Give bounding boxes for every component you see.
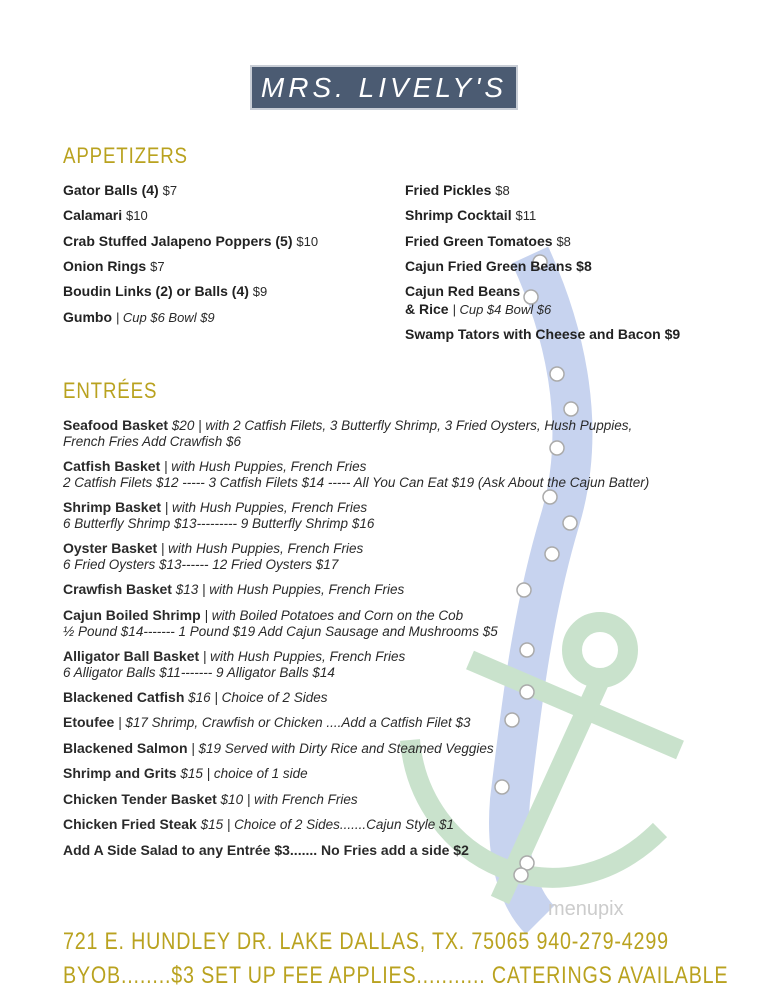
item-name: Onion Rings <box>63 258 147 274</box>
entree-description: | $17 Shrimp, Crawfish or Chicken ....Add a Catfish Filet $3 <box>114 715 471 730</box>
entree-item <box>63 540 363 573</box>
menu-item <box>405 326 680 342</box>
footer-address: 721 E. HUNDLEY DR. LAKE DALLAS, TX. 75065 940-279-4299 <box>63 928 669 955</box>
menu-item <box>63 283 267 299</box>
entree-item <box>63 607 498 640</box>
entree-description: $13 | with Hush Puppies, French Fries <box>171 582 405 597</box>
entree-name: Alligator Ball Basket <box>63 647 200 664</box>
entree-item <box>63 765 308 782</box>
entree-description: | with Hush Puppies, French Fries <box>199 648 406 664</box>
entree-options: 6 Alligator Balls $11------- 9 Alligator Balls $14 <box>63 664 335 680</box>
entree-item <box>63 648 405 681</box>
entree-description: | with Hush Puppies, French Fries <box>161 500 368 515</box>
entree-item <box>63 417 632 450</box>
footer-byob: BYOB........$3 SET UP FEE APPLIES........... CATERINGS AVAILABLE <box>63 962 729 989</box>
entree-options: 6 Butterfly Shrimp $13--------- 9 Butterfly Shrimp $16 <box>63 516 375 531</box>
item-price: $9 <box>252 284 268 299</box>
item-name: Cajun Red Beans <box>405 283 521 299</box>
menu-item <box>63 309 215 325</box>
item-price: | Cup $4 Bowl $6 <box>452 302 552 317</box>
entree-name: Crawfish Basket <box>63 581 172 597</box>
item-price: $7 <box>162 183 178 198</box>
item-name: Fried Pickles <box>405 182 492 198</box>
watermark: menupix <box>548 898 624 920</box>
restaurant-title: MRS. LIVELY'S <box>250 65 518 110</box>
entree-name: Catfish Basket <box>63 458 161 474</box>
menu-item <box>405 182 510 198</box>
item-price: $10 <box>126 208 148 223</box>
menu-item <box>63 258 165 274</box>
entree-description: | with Hush Puppies, French Fries <box>157 541 364 556</box>
entree-description: | $19 Served with Dirty Rice and Steamed Veggies <box>187 740 494 756</box>
item-price: $10 <box>296 234 319 249</box>
item-name: Fried Green Tomatoes <box>405 233 553 249</box>
entree-description: $20 | with 2 Catfish Filets, 3 Butterfly Shrimp, 3 Fried Oysters, Hush Puppies, <box>168 418 633 433</box>
item-name: Boudin Links (2) or Balls (4) <box>63 283 249 299</box>
entree-description: $16 | Choice of 2 Sides <box>184 689 328 705</box>
menu-item <box>63 182 177 198</box>
menu-item <box>405 233 571 249</box>
appetizers-heading: APPETIZERS <box>63 143 188 168</box>
entree-name: Oyster Basket <box>63 540 158 556</box>
entree-item <box>63 714 471 731</box>
entree-name: Cajun Boiled Shrimp <box>63 606 201 623</box>
item-price: $11 <box>515 208 537 223</box>
entree-name: Blackened Salmon <box>63 739 188 756</box>
item-name: Gumbo <box>63 309 112 325</box>
entree-description: $10 | with French Fries <box>216 791 358 807</box>
entrees-heading: ENTRÉES <box>63 378 158 403</box>
menu-item <box>405 283 520 299</box>
entree-description: $15 | Choice of 2 Sides.......Cajun Style $1 <box>196 817 454 832</box>
item-price: $8 <box>495 183 510 198</box>
entree-options: 6 Fried Oysters $13------ 12 Fried Oysters $17 <box>63 557 339 572</box>
entree-name: Blackened Catfish <box>63 688 185 705</box>
entree-item <box>63 791 358 808</box>
menu-item <box>63 207 148 223</box>
entree-item <box>63 842 469 859</box>
entree-name: Add A Side Salad to any Entrée $3....... No Fries add a side $2 <box>63 841 469 858</box>
entree-name: Chicken Fried Steak <box>63 816 197 832</box>
entree-item <box>63 458 649 491</box>
entree-description: | with Boiled Potatoes and Corn on the Cob <box>200 607 464 623</box>
item-name: Gator Balls (4) <box>63 182 159 198</box>
entree-item <box>63 689 327 706</box>
menu-item <box>405 301 551 317</box>
entree-name: Seafood Basket <box>63 417 169 433</box>
item-price: | Cup $6 Bowl $9 <box>115 310 215 325</box>
entree-name: Shrimp Basket <box>63 499 162 515</box>
menu-item <box>63 233 318 249</box>
entree-name: Etoufee <box>63 714 115 730</box>
entree-options: ½ Pound $14------- 1 Pound $19 Add Cajun Sausage and Mushrooms $5 <box>63 623 498 639</box>
entree-item <box>63 581 404 598</box>
entree-description: $15 | choice of 1 side <box>176 766 308 781</box>
item-name: Crab Stuffed Jalapeno Poppers (5) <box>63 233 293 249</box>
item-price: $7 <box>150 259 165 274</box>
entree-options: 2 Catfish Filets $12 ----- 3 Catfish Filets $14 ----- All You Can Eat $19 (Ask About the Cajun Batter) <box>63 475 650 490</box>
item-name: Shrimp Cocktail <box>405 207 512 223</box>
entree-options: French Fries Add Crawfish $6 <box>63 434 242 449</box>
entree-name: Chicken Tender Basket <box>63 790 217 807</box>
entree-description: | with Hush Puppies, French Fries <box>160 459 367 474</box>
item-name: & Rice <box>405 301 449 317</box>
item-name: Calamari <box>63 207 123 223</box>
menu-item <box>405 258 592 274</box>
entree-item <box>63 499 374 532</box>
entree-name: Shrimp and Grits <box>63 765 177 781</box>
item-name: Swamp Tators with Cheese and Bacon $9 <box>405 326 681 342</box>
entree-item <box>63 816 454 833</box>
item-name: Cajun Fried Green Beans $8 <box>405 258 592 274</box>
menu-item <box>405 207 536 223</box>
item-price: $8 <box>556 234 571 249</box>
entree-item <box>63 740 494 757</box>
